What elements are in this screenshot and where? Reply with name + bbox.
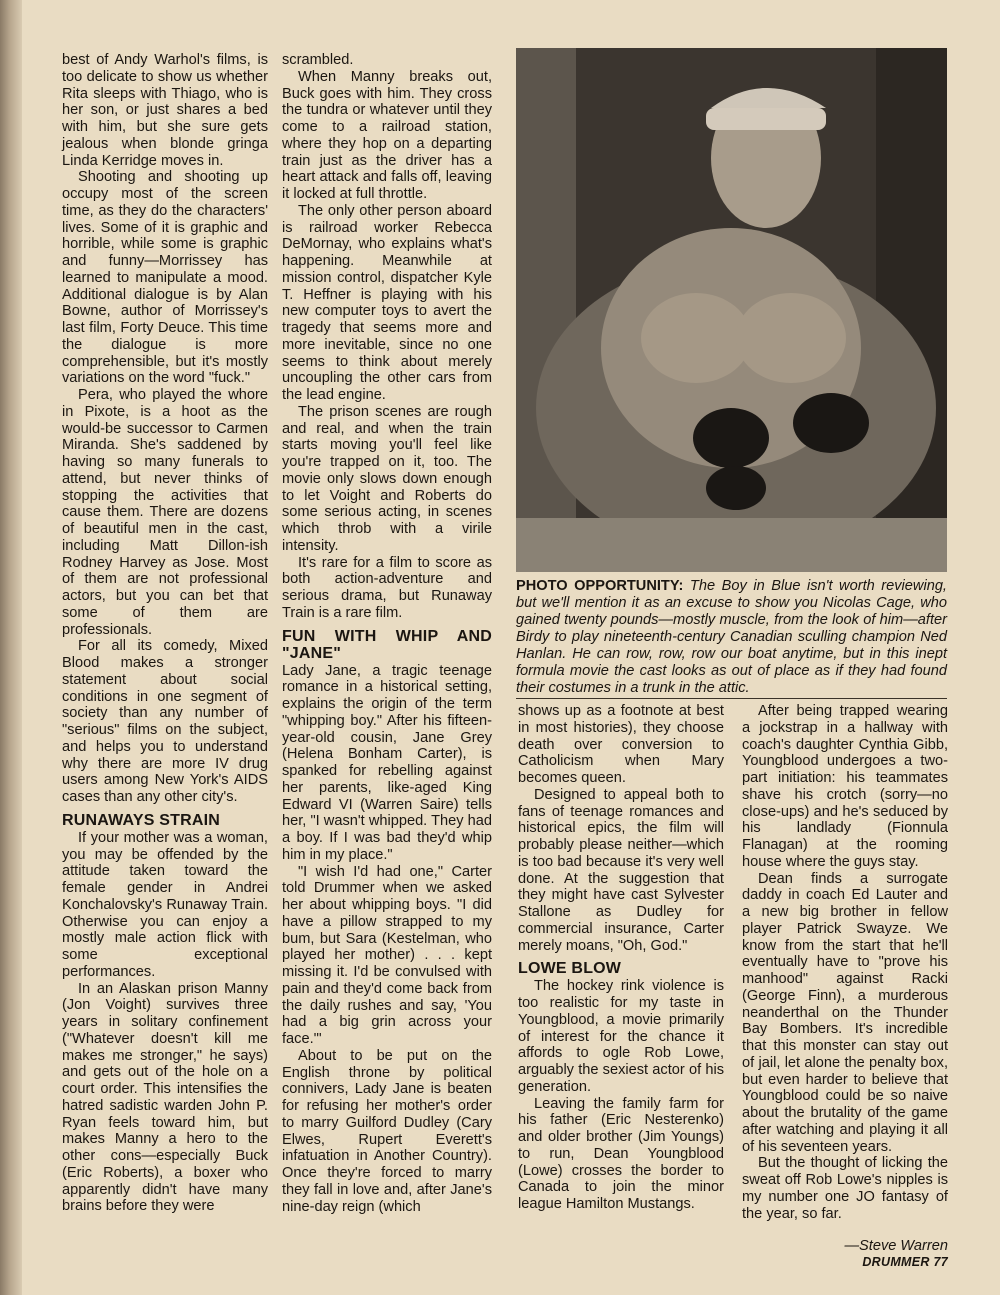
- paragraph: Shooting and shooting up occupy most of the screen time, as they do the characters' lives. Some of it is graphic and horrible, while some is graphic and funny—Morrissey has learned to manipulate a mood. Additional dialogue is by Alan Bowne, author of Morrissey's last film, Forty Deuce. This time the dialogue is more comprehensible, but it's mostly variations on the word "fuck.": [62, 169, 268, 387]
- paragraph: The prison scenes are rough and real, and when the train starts moving you'll feel like you're trapped on it, too. The movie only slows down enough to let Voight and Roberts do some serious acting, in scenes which throb with a virile intensity.: [282, 403, 492, 554]
- paragraph: "I wish I'd had one," Carter told Drummer when we asked her about whipping boys. "I did have a pillow strapped to my bum, but Sara (Kestelman, who played her mother) . . . kept missing it. I'd be convulsed with pain and they'd come back from the daily rushes and say, 'You had a big grin across your face.'": [282, 863, 492, 1047]
- paragraph: In an Alaskan prison Manny (Jon Voight) survives three years in solitary confinement ("Whatever doesn't kill me makes me stronger," he says) and gets out of the hole on a court order. This intensifies the hatred sadistic warden John P. Ryan feels toward him, but makes Manny a hero to the other cons—especially Buck (Eric Roberts), a boxer who apparently didn't have many brains before they were: [62, 980, 268, 1215]
- section-heading-runaways-strain: RUNAWAYS STRAIN: [62, 811, 220, 829]
- paragraph: Lady Jane, a tragic teenage romance in a historical setting, explains the origin of the term "whipping boy." After his fifteen-year-old cousin, Jane Grey (Helena Bonham Carter), is spanked for rebelling against her parents, like-aged King Edward VI (Warren Saire) tells her, "I wasn't whipped. They had a boy. If I was bad they'd whip him in my place.": [282, 662, 492, 863]
- paragraph: But the thought of licking the sweat off Rob Lowe's nipples is my number one JO fantasy of the year, so far.: [742, 1155, 948, 1222]
- caption-divider: [516, 698, 947, 699]
- paragraph: scrambled.: [282, 52, 354, 68]
- paragraph: best of Andy Warhol's films, is too delicate to show us whether Rita sleeps with Thiago, who is her son, or just shares a bed with him, but she sure gets jealous when blonde gringa Linda Kerridge moves in.: [62, 52, 268, 169]
- paragraph: shows up as a footnote at best in most histories), they choose death over conversion to Catholicism when Mary becomes queen.: [518, 703, 724, 786]
- paragraph: For all its comedy, Mixed Blood makes a stronger statement about social conditions in one segment of society than any number of "serious" films on the subject, and helps you to understand why there are more IV drug users among New York's AIDS cases than any other city's.: [62, 638, 268, 805]
- text-column-2: [282, 52, 492, 1215]
- paragraph: The only other person aboard is railroad worker Rebecca DeMornay, who explains what's happening. Meanwhile at mission control, dispatcher Kyle T. Heffner is playing with his new computer toys to avert the tragedy that seems more and more inevitable, since no one seems to think about merely uncoupling the other cars from the lead engine.: [282, 202, 492, 403]
- text-column-3: [518, 703, 724, 1213]
- section-heading-fun-with-whip: FUN WITH WHIP AND "JANE": [282, 627, 492, 662]
- photo-illustration: [516, 48, 947, 572]
- binding-spine: [0, 0, 22, 1295]
- paragraph: It's rare for a film to score as both action-adventure and serious drama, but Runaway Train is a rare film.: [282, 554, 492, 621]
- paragraph: The hockey rink violence is too realistic for my taste in Youngblood, a movie primarily of interest for the chance it affords to ogle Rob Lowe, arguably the sexiest actor of his generation.: [518, 978, 724, 1095]
- paragraph: Pera, who played the whore in Pixote, is a hoot as the would-be successor to Carmen Miranda. She's saddened by having so many funerals to attend, but never thinks of stopping the activities that cause them. There are dozens of beautiful men in the cast, including Matt Dillon-ish Rodney Harvey as Jose. Most of them are not professional actors, but you can bet that some of them are professionals.: [62, 387, 268, 638]
- text-column-4: [742, 703, 948, 1222]
- paragraph: About to be put on the English throne by political connivers, Lady Jane is beaten for refusing her mother's order to marry Guilford Dudley (Cary Elwes, Rupert Everett's infatuation in Another Country). Once they're forced to marry they fall in love and, after Jane's nine-day reign (which: [282, 1047, 492, 1215]
- page-folio: DRUMMER 77: [862, 1255, 948, 1269]
- caption-lead: PHOTO OPPORTUNITY:: [516, 578, 684, 594]
- caption-text: The Boy in Blue isn't worth reviewing, but we'll mention it as an excuse to show you Nicolas Cage, who gained twenty pounds—mostly muscle, from the look of him—after Birdy to play nineteenth-century Canadian sculling champion Ned Hanlan. He can row, row, row our boat anytime, but in this inept formula movie the cast looks as out of place as if they had found their costumes in a trunk in the attic.: [516, 578, 947, 696]
- author-byline: —Steve Warren: [844, 1238, 948, 1254]
- paragraph: Leaving the family farm for his father (Eric Nesterenko) and older brother (Jim Youngs) to run, Dean Youngblood (Lowe) crosses the border to Canada to join the minor league Hamilton Mustangs.: [518, 1095, 724, 1212]
- paragraph: If your mother was a woman, you may be offended by the attitude taken toward the female gender in Andrei Konchalovsky's Runaway Train. Otherwise you can enjoy a mostly male action flick with some exceptional performances.: [62, 829, 268, 980]
- photo-caption: [516, 578, 947, 697]
- text-column-1: [62, 52, 268, 1215]
- paragraph: After being trapped wearing a jockstrap in a hallway with coach's daughter Cynthia Gibb, Youngblood undergoes a two-part initiation: his teammates shave his crotch (sorry—no close-ups) and he's seduced by his landlady (Fionnula Flanagan) at the rooming house where the guys stay.: [742, 703, 948, 870]
- section-heading-lowe-blow: LOWE BLOW: [518, 960, 622, 978]
- paragraph: When Manny breaks out, Buck goes with him. They cross the tundra or whatever until they come to a railroad station, where they hop on a departing train just as the driver has a heart attack and falls off, leaving it locked at full throttle.: [282, 68, 492, 202]
- paragraph: Designed to appeal both to fans of teenage romances and historical epics, the film will probably please neither—which is too bad because it's very well done. At the suggestion that they might have cast Sylvester Stallone as Dudley for commercial insurance, Carter merely moans, "Oh, God.": [518, 786, 724, 954]
- paragraph: Dean finds a surrogate daddy in coach Ed Lauter and a new big brother in fellow player Patrick Swayze. We know from the start that he'll eventually have to "prove his manhood" against Racki (George Finn), a murderous neanderthal on the Thunder Bay Bombers. It's incredible that this monster can stay out of jail, let alone the penalty box, but even harder to believe that Youngblood could be so naive about the brutality of the game after watching and playing it all of his seventeen years.: [742, 870, 948, 1155]
- photo-athlete-with-dumbbells: [516, 48, 947, 572]
